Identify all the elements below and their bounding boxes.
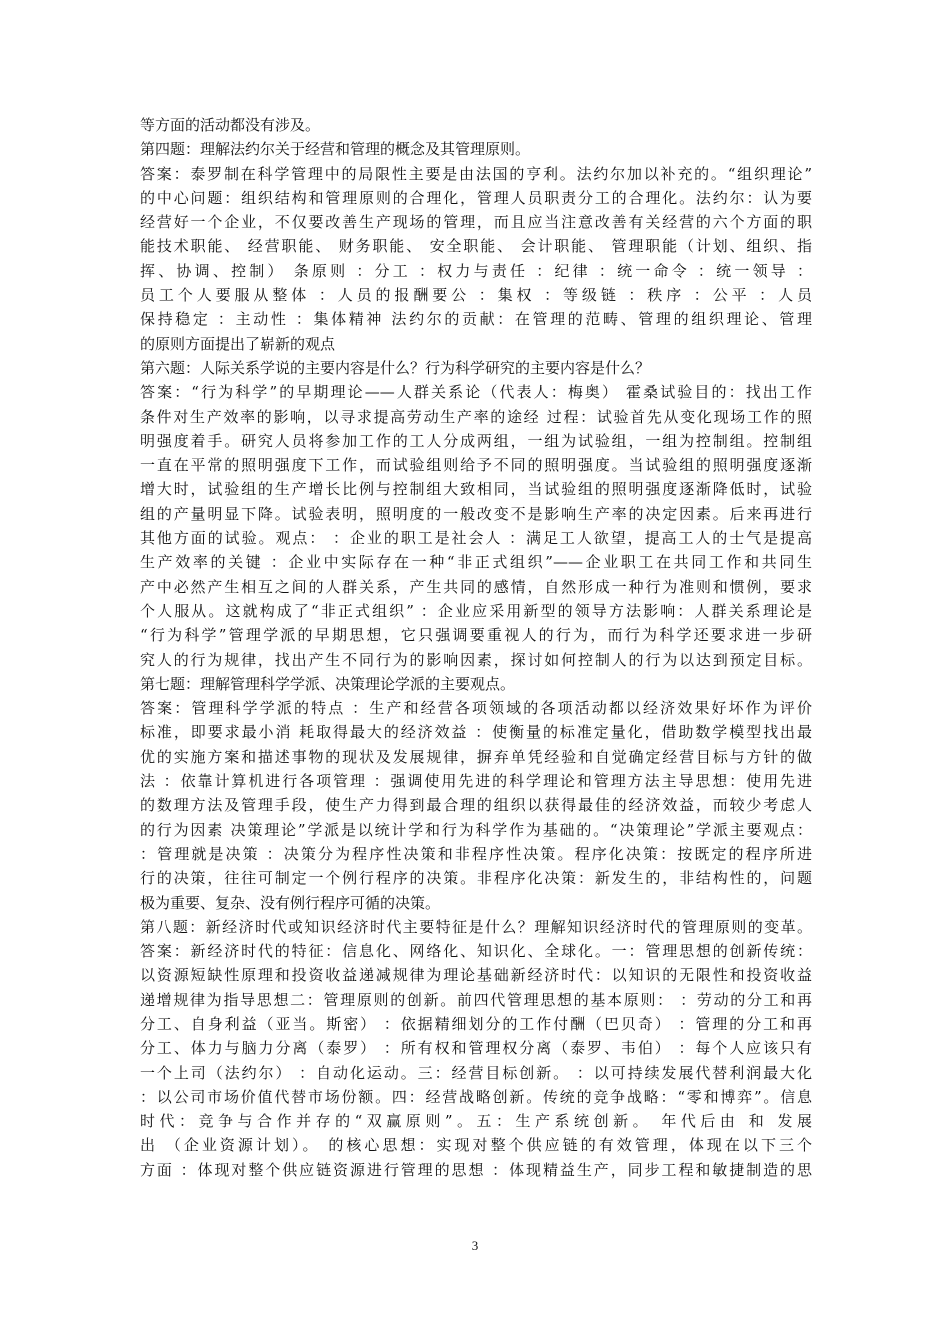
text-line: 答案：泰罗制在科学管理中的局限性主要是由法国的亨利。法约尔加以补充的。“组织理论” <box>140 164 812 183</box>
text-line: 等方面的活动都没有涉及。 <box>140 116 321 134</box>
text-line: 究人的行为规律，找出产生不同行为的影响因素，探讨如何控制人的行为以达到预定目标。 <box>140 650 812 669</box>
text-line: 第六题：人际关系学说的主要内容是什么？行为科学研究的主要内容是什么？ <box>140 358 651 377</box>
text-line: 第四题：理解法约尔关于经营和管理的概念及其管理原则。 <box>140 140 531 159</box>
text-line: 其他方面的试验。观点： ：企业的职工是社会人 ：满足工人欲望，提高工人的士气是提高 <box>140 529 812 548</box>
page-number: 3 <box>471 1238 479 1253</box>
text-line: 时代：竞争与合作并存的“双赢原则”。五：生产系统创新。 年代后由 和 发展 <box>140 1112 812 1131</box>
text-line: “行为科学”管理学派的早期思想，它只强调要重视人的行为，而行为科学还要求进一步研 <box>140 626 812 645</box>
text-line: 优的实施方案和描述事物的现状及发展规律，摒弃单凭经验和自觉确定经营目标与方针的做 <box>140 747 812 766</box>
text-line: 条件对生产效率的影响，以寻求提高劳动生产率的途经 过程：试验首先从变化现场工作的照 <box>140 407 812 426</box>
text-line: 明强度着手。研究人员将参加工作的工人分成两组，一组为试验组，一组为控制组。控制组 <box>140 431 812 450</box>
text-line: 生产效率的关键 ：企业中实际存在一种“非正式组织”——企业职工在共同工作和共同生 <box>140 553 812 572</box>
text-line: 分工、体力与脑力分离（泰罗） ：所有权和管理权分离（泰罗、韦伯） ：每个人应该只有 <box>140 1039 812 1058</box>
text-line: 增大时，试验组的生产增长比例与控制组大致相同，当试验组的照明强度逐渐降低时，试验 <box>140 480 812 499</box>
text-line: 答案：“行为科学”的早期理论——人群关系论（代表人：梅奥） 霍桑试验目的：找出工作 <box>140 383 812 402</box>
text-line: 标准，即要求最小消 耗取得最大的经济效益 ：使衡量的标准定量化，借助数学模型找出最 <box>140 723 812 742</box>
text-line: 行的决策，往往可制定一个例行程序的决策。非程序化决策：新发生的，非结构性的，问题 <box>140 869 812 888</box>
text-line: 员工个人要服从整体 ：人员的报酬要公 ：集权 ：等级链 ：秩序 ：公平 ：人员 <box>140 286 812 305</box>
text-line: 个人服从。这就构成了“非正式组织” ：企业应采用新型的领导方法影响：人群关系理论是 <box>140 601 812 620</box>
text-line: 的中心问题：组织结构和管理原则的合理化，管理人员职责分工的合理化。法约尔：认为要 <box>140 188 812 207</box>
text-line: ：以公司市场价值代替市场份额。四：经营战略创新。传统的竞争战略：“零和博弈”。信息 <box>140 1087 812 1106</box>
text-line: 法 ：依靠计算机进行各项管理 ：强调使用先进的科学理论和管理方法主导思想：使用先进 <box>140 772 812 791</box>
document-body <box>140 113 812 1182</box>
text-line: 极为重要、复杂、没有例行程序可循的决策。 <box>140 893 441 912</box>
text-line: 能技术职能、 经营职能、 财务职能、 安全职能、 会计职能、 管理职能（计划、组织、指 <box>140 237 812 256</box>
text-line: 一直在平常的照明强度下工作，而试验组则给予不同的照明强度。当试验组的照明强度逐渐 <box>140 456 812 475</box>
text-line: 产中必然产生相互之间的人群关系，产生共同的感情，自然形成一种行为准则和惯例，要求 <box>140 577 812 596</box>
text-line: 一个上司（法约尔） ：自动化运动。三：经营目标创新。 ：以可持续发展代替利润最大化 <box>140 1063 812 1082</box>
text-line: 方面 ：体现对整个供应链资源进行管理的思想 ：体现精益生产，同步工程和敏捷制造的思 <box>140 1160 812 1179</box>
text-line: 分工、自身利益（亚当。斯密） ：依据精细划分的工作付酬（巴贝奇） ：管理的分工和再 <box>140 1014 812 1033</box>
text-line: 答案：新经济时代的特征：信息化、网络化、知识化、全球化。一：管理思想的创新传统： <box>140 942 812 961</box>
text-line: 递增规律为指导思想二：管理原则的创新。前四代管理思想的基本原则： ：劳动的分工和再 <box>140 990 812 1009</box>
text-line: ：管理就是决策 ：决策分为程序性决策和非程序性决策。程序化决策：按既定的程序所进 <box>140 844 812 863</box>
text-line: 挥、协调、控制） 条原则 ：分工 ：权力与责任 ：纪律 ：统一命令 ：统一领导 ： <box>140 261 812 280</box>
text-line: 第八题：新经济时代或知识经济时代主要特征是什么？理解知识经济时代的管理原则的变革。 <box>140 917 812 936</box>
text-line: 答案：管理科学学派的特点 ：生产和经营各项领域的各项活动都以经济效果好坏作为评价 <box>140 699 812 718</box>
text-line: 以资源短缺性原理和投资收益递减规律为理论基础新经济时代：以知识的无限性和投资收益 <box>140 966 812 985</box>
text-line: 组的产量明显下降。试验表明，照明度的一般改变不是影响生产率的决定因素。后来再进行 <box>140 504 812 523</box>
text-line: 出 （企业资源计划）。 的核心思想：实现对整个供应链的有效管理，体现在以下三个 <box>140 1136 812 1155</box>
text-line: 的原则方面提出了崭新的观点 <box>140 334 336 353</box>
text-line: 的数理方法及管理手段，使生产力得到最合理的组织以获得最佳的经济效益，而较少考虑人 <box>140 796 812 815</box>
text-line: 第七题：理解管理科学学派、决策理论学派的主要观点。 <box>140 674 516 693</box>
text-line: 的行为因素 决策理论”学派是以统计学和行为科学作为基础的。“决策理论”学派主要观点： <box>140 820 812 839</box>
text-line: 经营好一个企业，不仅要改善生产现场的管理，而且应当注意改善有关经营的六个方面的职 <box>140 213 812 232</box>
text-line: 保持稳定 ：主动性 ：集体精神 法约尔的贡献：在管理的范畴、管理的组织理论、管理 <box>140 310 812 329</box>
